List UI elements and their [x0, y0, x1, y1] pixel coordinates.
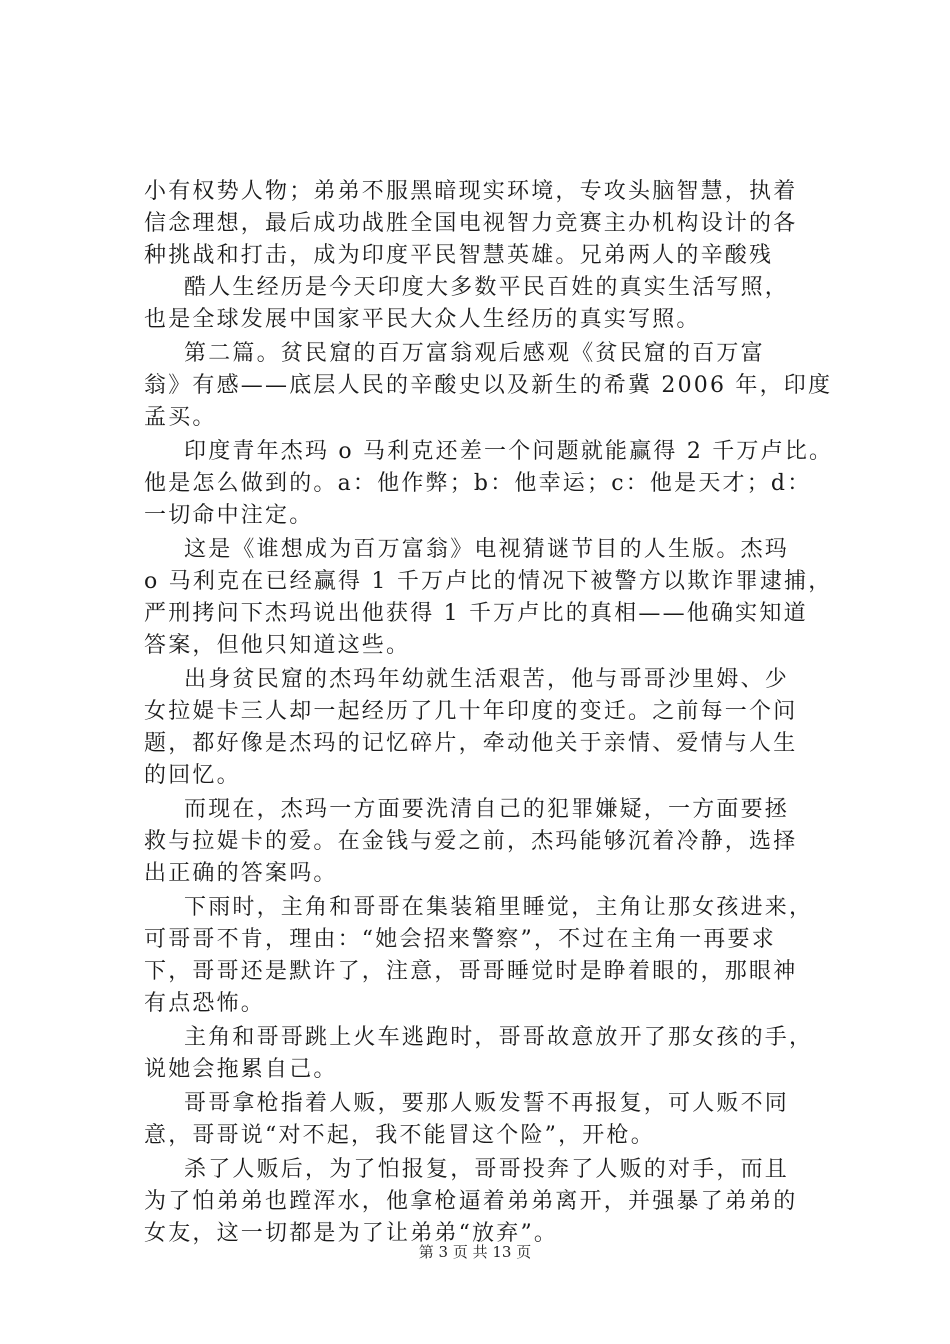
text-line: 下，哥哥还是默许了，注意，哥哥睡觉时是睁着眼的，那眼神: [144, 959, 798, 984]
text-line: 出身贫民窟的杰玛年幼就生活艰苦，他与哥哥沙里姆、少: [184, 667, 790, 692]
text-line: 题，都好像是杰玛的记忆碎片，牵动他关于亲情、爱情与人生: [144, 731, 798, 756]
text-line: 意，哥哥说“对不起，我不能冒这个险”，开枪。: [144, 1123, 655, 1148]
text-line: 可哥哥不肯，理由：“她会招来警察”，不过在主角一再要求: [144, 927, 776, 952]
text-line: 孟买。: [144, 405, 217, 430]
text-line: 救与拉媞卡的爱。在金钱与爱之前，杰玛能够沉着冷静，选择: [144, 829, 798, 854]
document-body: [144, 176, 834, 1250]
text-line: 说她会拖累自己。: [144, 1057, 338, 1082]
text-line: 杀了人贩后，为了怕报复，哥哥投奔了人贩的对手，而且: [184, 1157, 790, 1182]
text-line: 严刑拷问下杰玛说出他获得 1 千万卢比的真相——他确实知道: [144, 601, 808, 626]
text-line: 出正确的答案吗。: [144, 861, 338, 886]
text-line: 这是《谁想成为百万富翁》电视猜谜节目的人生版。杰玛: [184, 537, 790, 562]
text-line: 信念理想，最后成功战胜全国电视智力竞赛主办机构设计的各: [144, 211, 798, 236]
text-line: 小有权势人物；弟弟不服黑暗现实环境，专攻头脑智慧，执着: [144, 179, 798, 204]
text-line: 女友，这一切都是为了让弟弟“放弃”。: [144, 1221, 559, 1246]
text-line: 也是全球发展中国家平民大众人生经历的真实写照。: [144, 307, 701, 332]
text-line: 一切命中注定。: [144, 503, 314, 528]
text-line: 主角和哥哥跳上火车逃跑时，哥哥故意放开了那女孩的手，: [184, 1025, 814, 1050]
text-line: 女拉媞卡三人却一起经历了几十年印度的变迁。之前每一个问: [144, 699, 798, 724]
text-line: 酷人生经历是今天印度大多数平民百姓的真实生活写照，: [184, 275, 790, 300]
text-line: 答案，但他只知道这些。: [144, 633, 411, 658]
text-line: 第二篇。贫民窟的百万富翁观后感观《贫民窟的百万富: [184, 341, 765, 366]
text-line: 种挑战和打击，成为印度平民智慧英雄。兄弟两人的辛酸残: [144, 243, 774, 268]
text-line: 有点恐怖。: [144, 991, 266, 1016]
text-line: o 马利克在已经赢得 1 千万卢比的情况下被警方以欺诈罪逮捕，: [144, 569, 833, 594]
text-line: 的回忆。: [144, 763, 241, 788]
text-line: 为了怕弟弟也蹚浑水，他拿枪逼着弟弟离开，并强暴了弟弟的: [144, 1189, 798, 1214]
text-line: 印度青年杰玛 o 马利克还差一个问题就能赢得 2 千万卢比。: [184, 439, 834, 464]
text-line: 他是怎么做到的。a：他作弊；b：他幸运；c：他是天才；d：: [144, 471, 812, 496]
text-line: 而现在，杰玛一方面要洗清自己的犯罪嫌疑，一方面要拯: [184, 797, 790, 822]
text-line: 下雨时，主角和哥哥在集装箱里睡觉，主角让那女孩进来，: [184, 895, 814, 920]
text-line: 哥哥拿枪指着人贩，要那人贩发誓不再报复，可人贩不同: [184, 1091, 790, 1116]
text-line: 翁》有感——底层人民的辛酸史以及新生的希冀 2006 年，印度: [144, 373, 833, 398]
page-number-footer: 第 3 页 共 13 页: [418, 1243, 532, 1261]
